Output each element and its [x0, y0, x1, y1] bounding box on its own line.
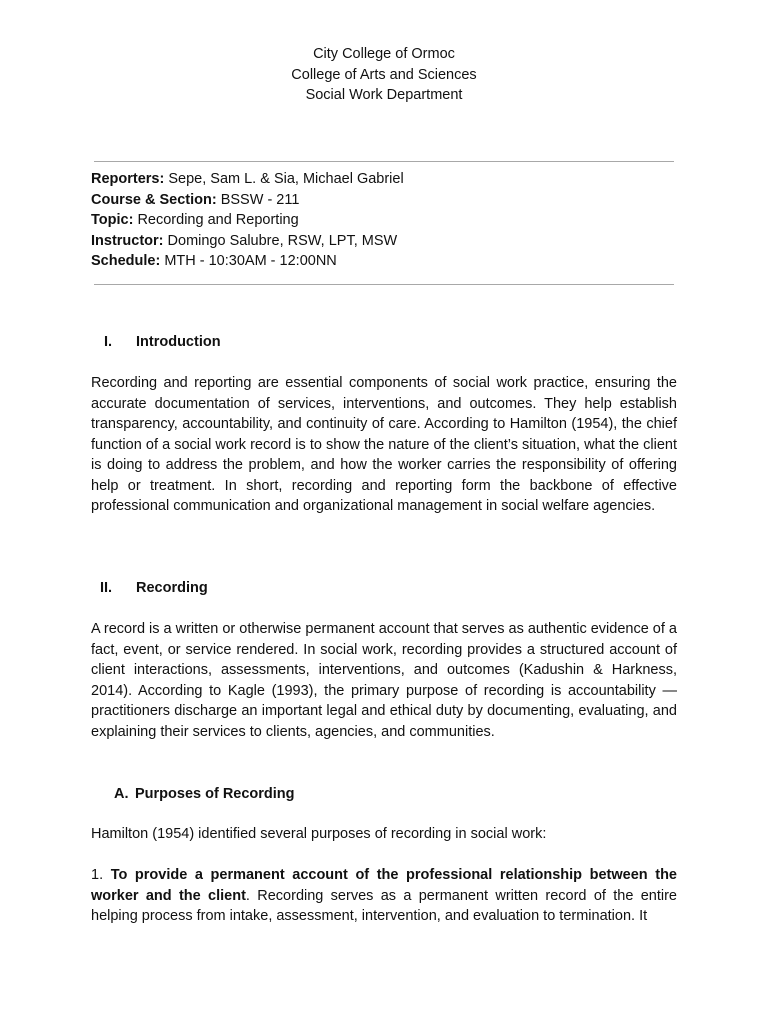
document-header	[0, 44, 768, 106]
purpose-item-1	[91, 865, 677, 927]
item-text: . Recording serves as a permanent written record of the entire helping process from intake, assessment, intervention, and evaluation to termination. It	[91, 887, 677, 924]
schedule-row	[91, 251, 404, 272]
report-info-block	[91, 169, 404, 272]
subsection-heading-purposes	[114, 784, 295, 804]
instructor-row	[91, 231, 404, 252]
recording-paragraph: A record is a written or otherwise permanent account that serves as authentic evidence of a fact, event, or service rendered. In social work, recording provides a structured account of client interactions, assessments, interventions, and outcomes (Kadushin & Harkness, 2014). According to Kagle (1993), the primary purpose of recording is accountability — practitioners discharge an important legal and ethical duty by documenting, evaluating, and explaining their services to clients, agencies, and communities.	[91, 621, 677, 740]
section-heading-introduction	[104, 332, 221, 352]
section-number: II.	[100, 580, 113, 596]
instructor-label: Instructor:	[91, 232, 164, 249]
reporters-row	[91, 169, 404, 190]
subsection-letter: A.	[114, 786, 129, 802]
schedule-value: MTH - 10:30AM - 12:00NN	[160, 253, 337, 269]
topic-label: Topic:	[91, 212, 134, 228]
reporters-value: Sepe, Sam L. & Sia, Michael Gabriel	[164, 171, 404, 187]
college-name: College of Arts and Sciences	[291, 66, 477, 83]
section-title: Recording	[136, 580, 208, 596]
item-number: 1.	[91, 867, 111, 883]
department-name: Social Work Department	[305, 87, 463, 103]
reporters-label: Reporters:	[91, 171, 165, 187]
bottom-divider	[94, 284, 674, 285]
topic-row	[91, 210, 404, 231]
instructor-value: Domingo Salubre, RSW, LPT, MSW	[163, 232, 398, 249]
subsection-title: Purposes of Recording	[135, 786, 295, 802]
topic-value: Recording and Reporting	[133, 212, 299, 228]
introduction-paragraph: Recording and reporting are essential components of social work practice, ensuring the accurate documentation of services, interventions, and outcomes. They help establish transparency, accountability, and continuity of care. According to Hamilton (1954), the chief function of a social work record is to show the nature of the client’s situation, what the client is doing to address the problem, and how the worker carries the responsibility of offering help or treatment. In short, recording and reporting form the backbone of effective professional communication and organizational management in social welfare agencies.	[91, 375, 677, 514]
institution-name: City College of Ormoc	[313, 46, 455, 62]
course-value: BSSW - 211	[216, 191, 300, 208]
section-heading-recording	[100, 578, 208, 598]
section-number: I.	[104, 334, 113, 350]
top-divider	[94, 161, 674, 162]
course-label: Course & Section:	[91, 191, 217, 208]
item-bold-text: To provide a permanent account of the professional relationship between the worker and the client	[91, 867, 677, 904]
purposes-intro-paragraph: Hamilton (1954) identified several purposes of recording in social work:	[91, 826, 547, 842]
section-title: Introduction	[136, 334, 221, 350]
schedule-label: Schedule:	[91, 253, 161, 269]
course-row	[91, 190, 404, 211]
